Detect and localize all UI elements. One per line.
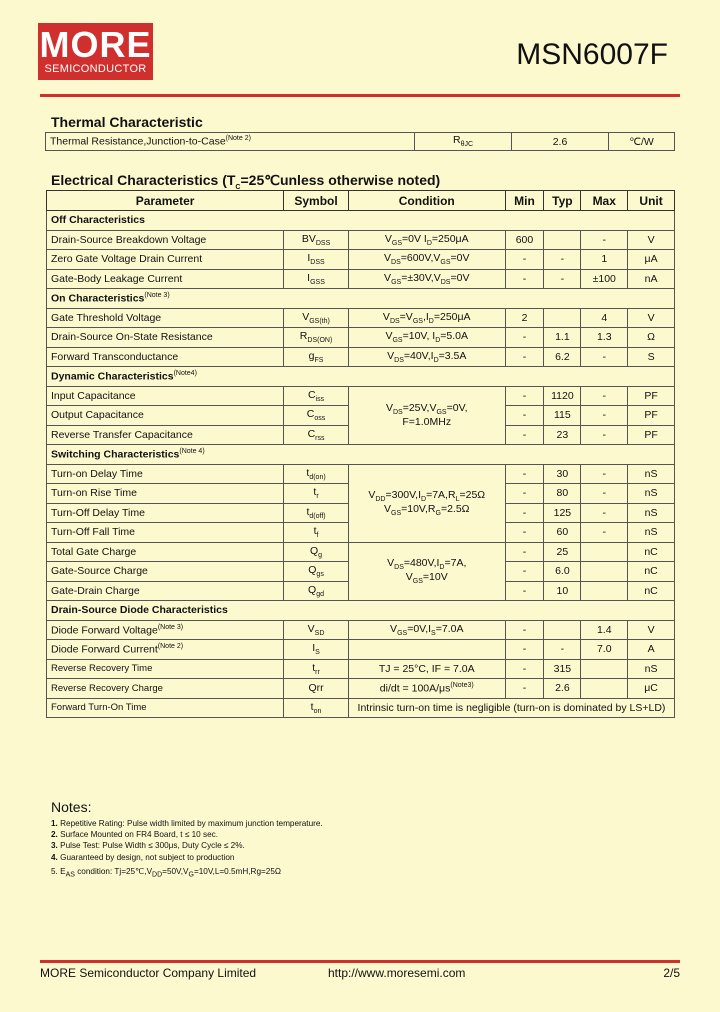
- max-cell: -: [581, 406, 628, 426]
- max-cell: 7.0: [581, 640, 628, 660]
- typ-cell: [544, 620, 581, 640]
- symbol-cell: $Q_{gd}$: [284, 581, 349, 601]
- min-cell: -: [505, 484, 544, 504]
- typ-cell: -: [544, 269, 581, 289]
- symbol-cell: $t_{d(off)}$: [284, 503, 349, 523]
- condition-cell: $V_{GS}=\pm 30V,V_{DS}=0V$: [348, 269, 505, 289]
- section-row: [47, 211, 675, 231]
- table-row: [47, 250, 675, 270]
- table-row: [47, 620, 675, 640]
- typ-cell: 115: [544, 406, 581, 426]
- table-row: [47, 328, 675, 348]
- typ-cell: 315: [544, 659, 581, 679]
- min-cell: -: [505, 386, 544, 406]
- unit-cell: Ω: [628, 328, 675, 348]
- param-cell: Zero Gate Voltage Drain Current: [47, 250, 284, 270]
- table-row: [47, 230, 675, 250]
- min-cell: -: [505, 425, 544, 445]
- section-row: [47, 445, 675, 465]
- section-off: Off Characteristics: [47, 211, 675, 231]
- param-cell: Total Gate Charge: [47, 542, 284, 562]
- param-cell: Forward Turn-On Time: [47, 698, 284, 718]
- max-cell: -: [581, 347, 628, 367]
- table-row: [47, 640, 675, 660]
- typ-cell: -: [544, 640, 581, 660]
- param-cell: Input Capacitance: [47, 386, 284, 406]
- symbol-cell: $g_{FS}$: [284, 347, 349, 367]
- notes-title: Notes:: [51, 799, 92, 815]
- col-parameter: Parameter: [47, 191, 284, 211]
- col-max: Max: [581, 191, 628, 211]
- param-cell: Forward Transconductance: [47, 347, 284, 367]
- max-cell: [581, 581, 628, 601]
- typ-cell: 6.2: [544, 347, 581, 367]
- symbol-cell: $t_f$: [284, 523, 349, 543]
- unit-cell: S: [628, 347, 675, 367]
- notes-list: [51, 818, 323, 881]
- footer-divider: [40, 960, 680, 963]
- param-cell: Reverse Transfer Capacitance: [47, 425, 284, 445]
- condition-cell: Intrinsic turn-on time is negligible (turn-on is dominated by LS+LD): [348, 698, 674, 718]
- footer-company: MORE Semiconductor Company Limited: [40, 966, 257, 980]
- condition-cell: TJ = 25°C, IF = 7.0A: [348, 659, 505, 679]
- param-cell: Output Capacitance: [47, 406, 284, 426]
- note-item: 1. Repetitive Rating: Pulse width limited by maximum junction temperature.: [51, 819, 323, 828]
- max-cell: -: [581, 523, 628, 543]
- unit-cell: PF: [628, 386, 675, 406]
- typ-cell: 80: [544, 484, 581, 504]
- min-cell: -: [505, 269, 544, 289]
- max-cell: [581, 659, 628, 679]
- unit-cell: μA: [628, 250, 675, 270]
- max-cell: -: [581, 503, 628, 523]
- symbol-cell: $t_{on}$: [284, 698, 349, 718]
- thermal-param: Thermal Resistance,Junction-to-Case$^{(Note 2)}$: [46, 133, 415, 151]
- min-cell: -: [505, 562, 544, 582]
- typ-cell: 125: [544, 503, 581, 523]
- min-cell: -: [505, 542, 544, 562]
- symbol-cell: $I_{GSS}$: [284, 269, 349, 289]
- symbol-cell: $Q_g$: [284, 542, 349, 562]
- typ-cell: 1.1: [544, 328, 581, 348]
- typ-cell: -: [544, 250, 581, 270]
- max-cell: 1.3: [581, 328, 628, 348]
- unit-cell: nC: [628, 581, 675, 601]
- unit-cell: A: [628, 640, 675, 660]
- min-cell: -: [505, 523, 544, 543]
- logo-main-text: MORE: [39, 24, 152, 65]
- max-cell: -: [581, 425, 628, 445]
- condition-cell: $V_{DS}=V_{GS},I_D=250\mu A$: [348, 308, 505, 328]
- max-cell: [581, 542, 628, 562]
- condition-cell: $di/dt = 100A/\mu s^{(Note3)}$: [348, 679, 505, 699]
- typ-cell: 23: [544, 425, 581, 445]
- unit-cell: nS: [628, 464, 675, 484]
- min-cell: -: [505, 581, 544, 601]
- col-condition: Condition: [348, 191, 505, 211]
- thermal-title: Thermal Characteristic: [51, 114, 203, 130]
- min-cell: -: [505, 250, 544, 270]
- max-cell: 1.4: [581, 620, 628, 640]
- note-item: 4. Guaranteed by design, not subject to production: [51, 852, 235, 862]
- table-header-row: [47, 191, 675, 211]
- typ-cell: 25: [544, 542, 581, 562]
- condition-cell: $V_{DS}=25V,V_{GS}=0V$, F=1.0MHz: [348, 386, 505, 445]
- symbol-cell: $C_{iss}$: [284, 386, 349, 406]
- param-cell: Drain-Source On-State Resistance: [47, 328, 284, 348]
- table-row: [47, 269, 675, 289]
- min-cell: -: [505, 659, 544, 679]
- min-cell: -: [505, 464, 544, 484]
- col-symbol: Symbol: [284, 191, 349, 211]
- param-cell: Reverse Recovery Time: [47, 659, 284, 679]
- symbol-cell: Qrr: [284, 679, 349, 699]
- symbol-cell: $I_{DSS}$: [284, 250, 349, 270]
- thermal-unit: ℃/W: [609, 133, 675, 151]
- symbol-cell: $t_r$: [284, 484, 349, 504]
- thermal-value: 2.6: [512, 133, 609, 151]
- typ-cell: 10: [544, 581, 581, 601]
- electrical-table: [46, 190, 675, 718]
- param-cell: Diode Forward Voltage$^{(Note 3)}$: [47, 620, 284, 640]
- condition-cell: $V_{GS}=10V$, $I_D=5.0A$: [348, 328, 505, 348]
- min-cell: -: [505, 328, 544, 348]
- unit-cell: V: [628, 308, 675, 328]
- condition-cell: $V_{DS}=40V,I_D=3.5A$: [348, 347, 505, 367]
- symbol-cell: $BV_{DSS}$: [284, 230, 349, 250]
- condition-cell: $V_{DD}=300V,I_D=7A,R_L=25\Omega$ $V_{GS}=10V,R_G=2.5\Omega$: [348, 464, 505, 542]
- unit-cell: nC: [628, 562, 675, 582]
- param-cell: Turn-Off Delay Time: [47, 503, 284, 523]
- table-row: [47, 308, 675, 328]
- col-unit: Unit: [628, 191, 675, 211]
- section-diode: Drain-Source Diode Characteristics: [47, 601, 675, 621]
- symbol-cell: $C_{oss}$: [284, 406, 349, 426]
- max-cell: -: [581, 230, 628, 250]
- unit-cell: nS: [628, 659, 675, 679]
- table-row: [47, 659, 675, 679]
- condition-cell: $V_{GS}=0V$ $I_D=250\mu A$: [348, 230, 505, 250]
- param-cell: Gate-Source Charge: [47, 562, 284, 582]
- param-cell: Turn-on Delay Time: [47, 464, 284, 484]
- footer-page-number: 2/5: [663, 966, 680, 980]
- max-cell: -: [581, 464, 628, 484]
- min-cell: -: [505, 503, 544, 523]
- param-cell: Gate Threshold Voltage: [47, 308, 284, 328]
- table-row: [47, 542, 675, 562]
- max-cell: [581, 679, 628, 699]
- min-cell: -: [505, 347, 544, 367]
- symbol-cell: $I_S$: [284, 640, 349, 660]
- thermal-symbol: $R_{\theta JC}$: [415, 133, 512, 151]
- min-cell: -: [505, 620, 544, 640]
- symbol-cell: $t_{rr}$: [284, 659, 349, 679]
- unit-cell: PF: [628, 425, 675, 445]
- section-switching: Switching Characteristics$^{(Note 4)}$: [47, 445, 675, 465]
- typ-cell: [544, 308, 581, 328]
- min-cell: -: [505, 640, 544, 660]
- electrical-title: Electrical Characteristics ($T_C=25℃unless$ otherwise noted): [51, 172, 441, 191]
- param-cell: Turn-Off Fall Time: [47, 523, 284, 543]
- param-cell: Diode Forward Current$^{(Note 2)}$: [47, 640, 284, 660]
- table-row: [46, 133, 675, 151]
- note-item: 5. $E_{AS}$ condition: $Tj=25℃,V_{DD}=50V,V_G=10V,L=0.5mH,Rg=25\Omega$: [51, 866, 282, 879]
- max-cell: -: [581, 386, 628, 406]
- section-dynamic: Dynamic Characteristics$^{(Note4)}$: [47, 367, 675, 387]
- symbol-cell: $Q_{gs}$: [284, 562, 349, 582]
- table-row: [47, 347, 675, 367]
- symbol-cell: $V_{GS(th)}$: [284, 308, 349, 328]
- unit-cell: nC: [628, 542, 675, 562]
- max-cell: [581, 562, 628, 582]
- unit-cell: PF: [628, 406, 675, 426]
- min-cell: -: [505, 679, 544, 699]
- condition-cell: $V_{DS}=480V,I_D=7A$, $V_{GS}=10V$: [348, 542, 505, 601]
- thermal-table: [45, 132, 675, 151]
- max-cell: 1: [581, 250, 628, 270]
- logo-sub-text: SEMICONDUCTOR: [44, 63, 147, 75]
- header-divider: [40, 94, 680, 97]
- max-cell: 4: [581, 308, 628, 328]
- param-cell: Gate-Body Leakage Current: [47, 269, 284, 289]
- unit-cell: nS: [628, 484, 675, 504]
- section-on: On Characteristics$^{(Note 3)}$: [47, 289, 675, 309]
- col-typ: Typ: [544, 191, 581, 211]
- param-cell: Reverse Recovery Charge: [47, 679, 284, 699]
- symbol-cell: $R_{DS(ON)}$: [284, 328, 349, 348]
- col-min: Min: [505, 191, 544, 211]
- min-cell: 600: [505, 230, 544, 250]
- unit-cell: V: [628, 620, 675, 640]
- symbol-cell: $V_{SD}$: [284, 620, 349, 640]
- condition-cell: $V_{GS}=0V,I_S=7.0A$: [348, 620, 505, 640]
- param-cell: Drain-Source Breakdown Voltage: [47, 230, 284, 250]
- max-cell: ±100: [581, 269, 628, 289]
- unit-cell: V: [628, 230, 675, 250]
- section-row: [47, 601, 675, 621]
- footer-url[interactable]: http://www.moresemi.com: [328, 966, 466, 980]
- table-row: [47, 679, 675, 699]
- unit-cell: nS: [628, 523, 675, 543]
- part-number: MSN6007F: [516, 38, 668, 71]
- section-row: [47, 289, 675, 309]
- param-cell: Gate-Drain Charge: [47, 581, 284, 601]
- typ-cell: 2.6: [544, 679, 581, 699]
- table-row: [47, 464, 675, 484]
- section-row: [47, 367, 675, 387]
- symbol-cell: $C_{rss}$: [284, 425, 349, 445]
- typ-cell: 60: [544, 523, 581, 543]
- table-row: [47, 698, 675, 718]
- table-row: [47, 386, 675, 406]
- typ-cell: 6.0: [544, 562, 581, 582]
- condition-cell: $V_{DS}=600V,V_{GS}=0V$: [348, 250, 505, 270]
- symbol-cell: $t_{d(on)}$: [284, 464, 349, 484]
- typ-cell: [544, 230, 581, 250]
- min-cell: -: [505, 406, 544, 426]
- typ-cell: 30: [544, 464, 581, 484]
- unit-cell: nS: [628, 503, 675, 523]
- unit-cell: μC: [628, 679, 675, 699]
- condition-cell: [348, 640, 505, 660]
- note-item: 2. Surface Mounted on FR4 Board, t ≤ 10 sec.: [51, 830, 218, 840]
- param-cell: Turn-on Rise Time: [47, 484, 284, 504]
- max-cell: -: [581, 484, 628, 504]
- company-logo: [38, 23, 153, 80]
- note-item: 3. Pulse Test: Pulse Width ≤ 300μs, Duty Cycle ≤ 2%.: [51, 841, 245, 851]
- unit-cell: nA: [628, 269, 675, 289]
- min-cell: 2: [505, 308, 544, 328]
- typ-cell: 1120: [544, 386, 581, 406]
